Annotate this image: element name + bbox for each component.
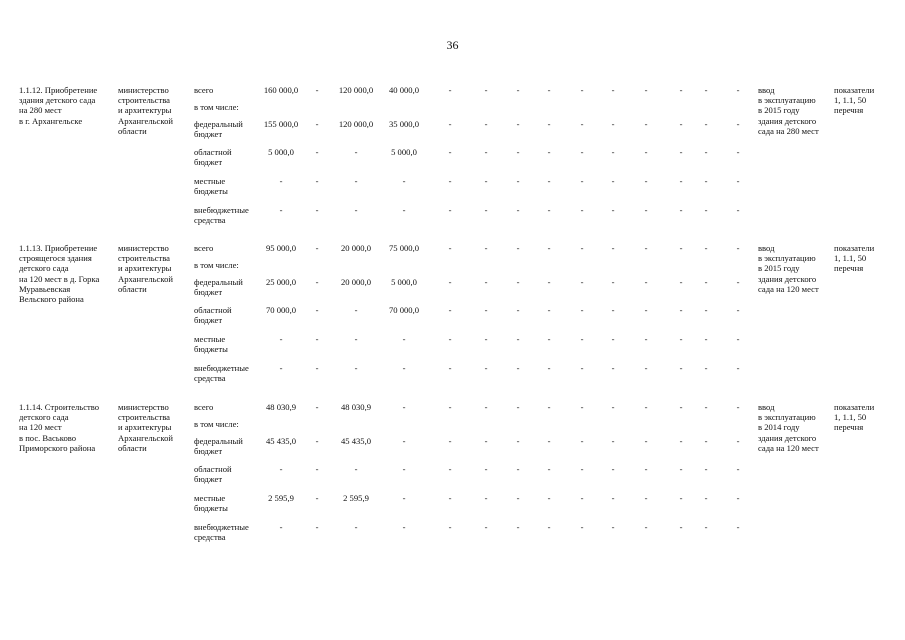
amount-empty: -: [679, 493, 683, 503]
funding-source-label: местные: [194, 176, 226, 186]
funding-source-label: бюджеты: [194, 344, 228, 355]
indicator-ref: перечня: [834, 105, 864, 116]
amount-empty: -: [644, 402, 648, 412]
expected-result: здания детского: [758, 432, 817, 443]
amount-total: -: [279, 363, 283, 373]
amount-empty: -: [679, 522, 683, 532]
amount-empty: -: [448, 402, 452, 412]
amount-empty: -: [547, 205, 551, 215]
amount-empty: -: [704, 334, 708, 344]
funding-source-label: бюджет: [194, 157, 223, 168]
expected-result: ввод: [758, 243, 775, 253]
item-title: на 120 мест: [19, 422, 62, 433]
indicator-ref: показатели: [834, 243, 875, 253]
amount-empty: -: [611, 205, 615, 215]
amount-empty: -: [679, 176, 683, 186]
funding-source-label: областной: [194, 305, 232, 315]
amount-2015: 45 435,0: [340, 436, 372, 446]
item-title: Муравьевская: [19, 283, 71, 294]
funding-source-label: всего: [194, 243, 214, 253]
funding-source-label: бюджет: [194, 474, 223, 485]
amount-empty: -: [644, 493, 648, 503]
amount-empty: -: [484, 363, 488, 373]
amount-empty: -: [484, 205, 488, 215]
amount-empty: -: [516, 85, 520, 95]
amount-empty: -: [547, 85, 551, 95]
amount-empty: -: [484, 464, 488, 474]
amount-empty: -: [547, 147, 551, 157]
amount-empty: -: [516, 119, 520, 129]
item-title: 1.1.12. Приобретение: [19, 85, 98, 95]
item-title: на 120 мест в д. Горка: [19, 273, 100, 284]
amount-empty: -: [484, 305, 488, 315]
indicator-ref: показатели: [834, 402, 875, 412]
amount-empty: -: [736, 119, 740, 129]
amount-empty: -: [679, 243, 683, 253]
amount-2016: -: [402, 176, 406, 186]
amount-empty: -: [484, 147, 488, 157]
amount-empty: -: [611, 147, 615, 157]
amount-empty: -: [704, 176, 708, 186]
amount-empty: -: [644, 363, 648, 373]
amount-empty: -: [580, 85, 584, 95]
amount-empty: -: [644, 334, 648, 344]
amount-total: 155 000,0: [263, 119, 299, 129]
item-title: Вельского района: [19, 294, 84, 304]
amount-empty: -: [679, 464, 683, 474]
funding-source-label: бюджет: [194, 315, 223, 326]
amount-empty: -: [547, 363, 551, 373]
amount-total: 48 030,9: [265, 402, 297, 412]
amount-2016: 5 000,0: [391, 277, 417, 287]
amount-empty: -: [516, 522, 520, 532]
indicator-ref: 1, 1.1, 50: [834, 95, 867, 106]
amount-empty: -: [448, 334, 452, 344]
amount-empty: -: [448, 305, 452, 315]
funding-source-label: областной: [194, 464, 232, 474]
amount-empty: -: [580, 522, 584, 532]
amount-2014: -: [315, 205, 319, 215]
funding-source-label: всего: [194, 402, 214, 412]
item-title: в пос. Васьково: [19, 432, 77, 443]
amount-empty: -: [611, 363, 615, 373]
amount-empty: -: [547, 402, 551, 412]
amount-2015: 20 000,0: [340, 243, 372, 253]
funding-source-label: бюджеты: [194, 503, 228, 514]
amount-empty: -: [679, 334, 683, 344]
item-title: 1.1.13. Приобретение: [19, 243, 98, 253]
amount-empty: -: [516, 464, 520, 474]
amount-total: -: [279, 176, 283, 186]
amount-empty: -: [547, 305, 551, 315]
funding-source-label: средства: [194, 215, 226, 226]
amount-empty: -: [448, 522, 452, 532]
amount-2015: 20 000,0: [340, 277, 372, 287]
amount-empty: -: [516, 243, 520, 253]
indicator-ref: показатели: [834, 85, 875, 95]
amount-empty: -: [580, 243, 584, 253]
amount-2015: -: [354, 522, 358, 532]
amount-empty: -: [704, 147, 708, 157]
expected-result: в 2014 году: [758, 422, 800, 433]
executor: Архангельской: [118, 273, 173, 284]
amount-empty: -: [516, 493, 520, 503]
amount-2014: -: [315, 85, 319, 95]
amount-2016: -: [402, 205, 406, 215]
amount-empty: -: [516, 205, 520, 215]
amount-empty: -: [547, 334, 551, 344]
amount-empty: -: [448, 205, 452, 215]
amount-total: 25 000,0: [265, 277, 297, 287]
amount-empty: -: [679, 402, 683, 412]
executor: Архангельской: [118, 432, 173, 443]
executor: Архангельской: [118, 115, 173, 126]
indicator-ref: 1, 1.1, 50: [834, 412, 867, 423]
amount-empty: -: [484, 243, 488, 253]
amount-empty: -: [736, 493, 740, 503]
indicator-ref: 1, 1.1, 50: [834, 253, 867, 264]
amount-empty: -: [580, 277, 584, 287]
item-title: на 280 мест: [19, 105, 62, 116]
amount-empty: -: [448, 119, 452, 129]
amount-empty: -: [704, 464, 708, 474]
amount-empty: -: [611, 464, 615, 474]
funding-source-label: внебюджетные: [194, 205, 249, 215]
executor: и архитектуры: [118, 422, 172, 433]
amount-empty: -: [547, 243, 551, 253]
amount-2016: -: [402, 522, 406, 532]
amount-empty: -: [580, 176, 584, 186]
amount-empty: -: [611, 522, 615, 532]
amount-empty: -: [547, 277, 551, 287]
funding-source-label: федеральный: [194, 436, 243, 446]
funding-source-label: внебюджетные: [194, 522, 249, 532]
amount-empty: -: [736, 205, 740, 215]
amount-empty: -: [704, 205, 708, 215]
amount-empty: -: [448, 363, 452, 373]
amount-empty: -: [516, 176, 520, 186]
funding-source-label: федеральный: [194, 277, 243, 287]
amount-empty: -: [704, 363, 708, 373]
amount-empty: -: [736, 147, 740, 157]
amount-2015: -: [354, 176, 358, 186]
amount-total: 5 000,0: [268, 147, 294, 157]
amount-2016: 35 000,0: [388, 119, 420, 129]
amount-empty: -: [448, 464, 452, 474]
amount-empty: -: [547, 176, 551, 186]
amount-empty: -: [580, 305, 584, 315]
amount-2014: -: [315, 334, 319, 344]
amount-empty: -: [516, 147, 520, 157]
amount-2014: -: [315, 522, 319, 532]
expected-result: в эксплуатацию: [758, 95, 816, 106]
amount-empty: -: [611, 119, 615, 129]
amount-empty: -: [679, 305, 683, 315]
amount-empty: -: [448, 147, 452, 157]
funding-source-label: бюджет: [194, 129, 223, 140]
amount-empty: -: [448, 277, 452, 287]
amount-empty: -: [516, 277, 520, 287]
amount-empty: -: [611, 493, 615, 503]
amount-empty: -: [736, 334, 740, 344]
amount-empty: -: [704, 522, 708, 532]
amount-empty: -: [484, 119, 488, 129]
amount-empty: -: [516, 334, 520, 344]
amount-2016: -: [402, 464, 406, 474]
funding-source-label: областной: [194, 147, 232, 157]
amount-empty: -: [484, 334, 488, 344]
amount-2016: 40 000,0: [388, 85, 420, 95]
amount-2014: -: [315, 363, 319, 373]
amount-2016: 70 000,0: [388, 305, 420, 315]
program-item-block: [0, 85, 905, 235]
executor: области: [118, 442, 147, 453]
amount-empty: -: [644, 277, 648, 287]
amount-empty: -: [611, 277, 615, 287]
executor: министерство: [118, 402, 169, 412]
amount-2015: 120 000,0: [338, 85, 374, 95]
amount-empty: -: [547, 493, 551, 503]
item-title: в г. Архангельске: [19, 115, 83, 126]
amount-empty: -: [580, 205, 584, 215]
amount-total: 95 000,0: [265, 243, 297, 253]
executor: строительства: [118, 95, 170, 106]
amount-empty: -: [448, 243, 452, 253]
program-item-block: [0, 243, 905, 393]
funding-source-label: бюджеты: [194, 186, 228, 197]
amount-2014: -: [315, 436, 319, 446]
amount-empty: -: [704, 402, 708, 412]
amount-total: -: [279, 522, 283, 532]
item-title: строящегося здания: [19, 253, 92, 264]
executor: министерство: [118, 243, 169, 253]
item-title: 1.1.14. Строительство: [19, 402, 100, 412]
amount-empty: -: [580, 436, 584, 446]
funding-source-label: бюджет: [194, 446, 223, 457]
executor: и архитектуры: [118, 263, 172, 274]
amount-empty: -: [644, 305, 648, 315]
amount-2015: 120 000,0: [338, 119, 374, 129]
amount-2016: -: [402, 436, 406, 446]
amount-2016: 5 000,0: [391, 147, 417, 157]
funding-source-label: местные: [194, 334, 226, 344]
amount-2014: -: [315, 176, 319, 186]
amount-empty: -: [704, 436, 708, 446]
amount-total: 2 595,9: [268, 493, 294, 503]
amount-2016: -: [402, 363, 406, 373]
amount-empty: -: [736, 85, 740, 95]
amount-empty: -: [611, 243, 615, 253]
executor: министерство: [118, 85, 169, 95]
funding-source-label: федеральный: [194, 119, 243, 129]
amount-empty: -: [516, 363, 520, 373]
amount-empty: -: [580, 402, 584, 412]
amount-empty: -: [516, 436, 520, 446]
expected-result: сада на 280 мест: [758, 125, 819, 136]
amount-empty: -: [679, 363, 683, 373]
indicator-ref: перечня: [834, 263, 864, 274]
amount-2014: -: [315, 305, 319, 315]
amount-empty: -: [547, 436, 551, 446]
amount-empty: -: [736, 464, 740, 474]
amount-empty: -: [547, 464, 551, 474]
amount-empty: -: [484, 277, 488, 287]
amount-total: 45 435,0: [265, 436, 297, 446]
funding-source-label: средства: [194, 373, 226, 384]
amount-empty: -: [611, 176, 615, 186]
page-number: 36: [446, 38, 459, 52]
amount-empty: -: [679, 119, 683, 129]
amount-empty: -: [704, 305, 708, 315]
amount-empty: -: [580, 464, 584, 474]
amount-empty: -: [704, 119, 708, 129]
amount-empty: -: [736, 402, 740, 412]
amount-empty: -: [611, 436, 615, 446]
amount-2014: -: [315, 243, 319, 253]
amount-empty: -: [611, 402, 615, 412]
amount-empty: -: [644, 464, 648, 474]
expected-result: в эксплуатацию: [758, 253, 816, 264]
expected-result: ввод: [758, 85, 775, 95]
amount-empty: -: [484, 493, 488, 503]
amount-2014: -: [315, 119, 319, 129]
amount-empty: -: [736, 522, 740, 532]
amount-empty: -: [611, 85, 615, 95]
amount-2014: -: [315, 493, 319, 503]
amount-2015: -: [354, 205, 358, 215]
amount-2015: -: [354, 147, 358, 157]
amount-empty: -: [516, 402, 520, 412]
amount-empty: -: [580, 119, 584, 129]
item-title: здания детского сада: [19, 95, 96, 106]
amount-empty: -: [644, 119, 648, 129]
funding-source-label: бюджет: [194, 287, 223, 298]
amount-empty: -: [644, 147, 648, 157]
amount-empty: -: [547, 522, 551, 532]
amount-empty: -: [679, 147, 683, 157]
amount-empty: -: [679, 277, 683, 287]
amount-2015: -: [354, 363, 358, 373]
amount-empty: -: [611, 305, 615, 315]
amount-2016: 75 000,0: [388, 243, 420, 253]
expected-result: в 2015 году: [758, 263, 800, 274]
amount-empty: -: [704, 493, 708, 503]
amount-empty: -: [644, 436, 648, 446]
expected-result: в 2015 году: [758, 105, 800, 116]
amount-2014: -: [315, 147, 319, 157]
executor: области: [118, 283, 147, 294]
amount-total: 70 000,0: [265, 305, 297, 315]
amount-empty: -: [736, 243, 740, 253]
funding-source-label: внебюджетные: [194, 363, 249, 373]
amount-2014: -: [315, 402, 319, 412]
amount-empty: -: [611, 334, 615, 344]
amount-empty: -: [704, 85, 708, 95]
amount-empty: -: [679, 85, 683, 95]
expected-result: сада на 120 мест: [758, 283, 819, 294]
amount-empty: -: [448, 436, 452, 446]
amount-empty: -: [736, 305, 740, 315]
amount-total: -: [279, 205, 283, 215]
amount-empty: -: [580, 147, 584, 157]
amount-empty: -: [448, 85, 452, 95]
amount-2015: -: [354, 305, 358, 315]
program-item-block: [0, 402, 905, 552]
expected-result: ввод: [758, 402, 775, 412]
expected-result: в эксплуатацию: [758, 412, 816, 423]
amount-2014: -: [315, 464, 319, 474]
amount-empty: -: [547, 119, 551, 129]
executor: области: [118, 125, 147, 136]
amount-empty: -: [448, 493, 452, 503]
amount-2015: 2 595,9: [343, 493, 369, 503]
amount-total: 160 000,0: [263, 85, 299, 95]
funding-source-label: в том числе:: [194, 102, 239, 112]
amount-total: -: [279, 464, 283, 474]
amount-empty: -: [580, 493, 584, 503]
executor: строительства: [118, 253, 170, 264]
amount-empty: -: [736, 363, 740, 373]
item-title: детского сада: [19, 412, 69, 423]
amount-empty: -: [484, 85, 488, 95]
executor: строительства: [118, 412, 170, 423]
amount-empty: -: [484, 436, 488, 446]
amount-empty: -: [516, 305, 520, 315]
item-title: детского сада: [19, 263, 69, 274]
amount-2015: 48 030,9: [340, 402, 372, 412]
expected-result: здания детского: [758, 115, 817, 126]
amount-empty: -: [644, 243, 648, 253]
expected-result: здания детского: [758, 273, 817, 284]
amount-empty: -: [736, 176, 740, 186]
amount-2014: -: [315, 277, 319, 287]
amount-empty: -: [484, 402, 488, 412]
funding-source-label: средства: [194, 532, 226, 543]
amount-2015: -: [354, 464, 358, 474]
funding-source-label: в том числе:: [194, 419, 239, 429]
expected-result: сада на 120 мест: [758, 442, 819, 453]
funding-source-label: местные: [194, 493, 226, 503]
amount-empty: -: [644, 522, 648, 532]
amount-total: -: [279, 334, 283, 344]
amount-empty: -: [580, 363, 584, 373]
funding-source-label: в том числе:: [194, 260, 239, 270]
amount-empty: -: [644, 85, 648, 95]
amount-empty: -: [644, 176, 648, 186]
amount-empty: -: [736, 277, 740, 287]
amount-2016: -: [402, 493, 406, 503]
amount-2015: -: [354, 334, 358, 344]
item-title: Приморского района: [19, 442, 96, 453]
amount-empty: -: [644, 205, 648, 215]
amount-empty: -: [484, 176, 488, 186]
amount-empty: -: [580, 334, 584, 344]
amount-empty: -: [679, 205, 683, 215]
amount-empty: -: [736, 436, 740, 446]
amount-2016: -: [402, 334, 406, 344]
funding-source-label: всего: [194, 85, 214, 95]
amount-empty: -: [679, 436, 683, 446]
amount-empty: -: [484, 522, 488, 532]
amount-empty: -: [704, 277, 708, 287]
indicator-ref: перечня: [834, 422, 864, 433]
amount-empty: -: [704, 243, 708, 253]
amount-empty: -: [448, 176, 452, 186]
amount-2016: -: [402, 402, 406, 412]
executor: и архитектуры: [118, 105, 172, 116]
